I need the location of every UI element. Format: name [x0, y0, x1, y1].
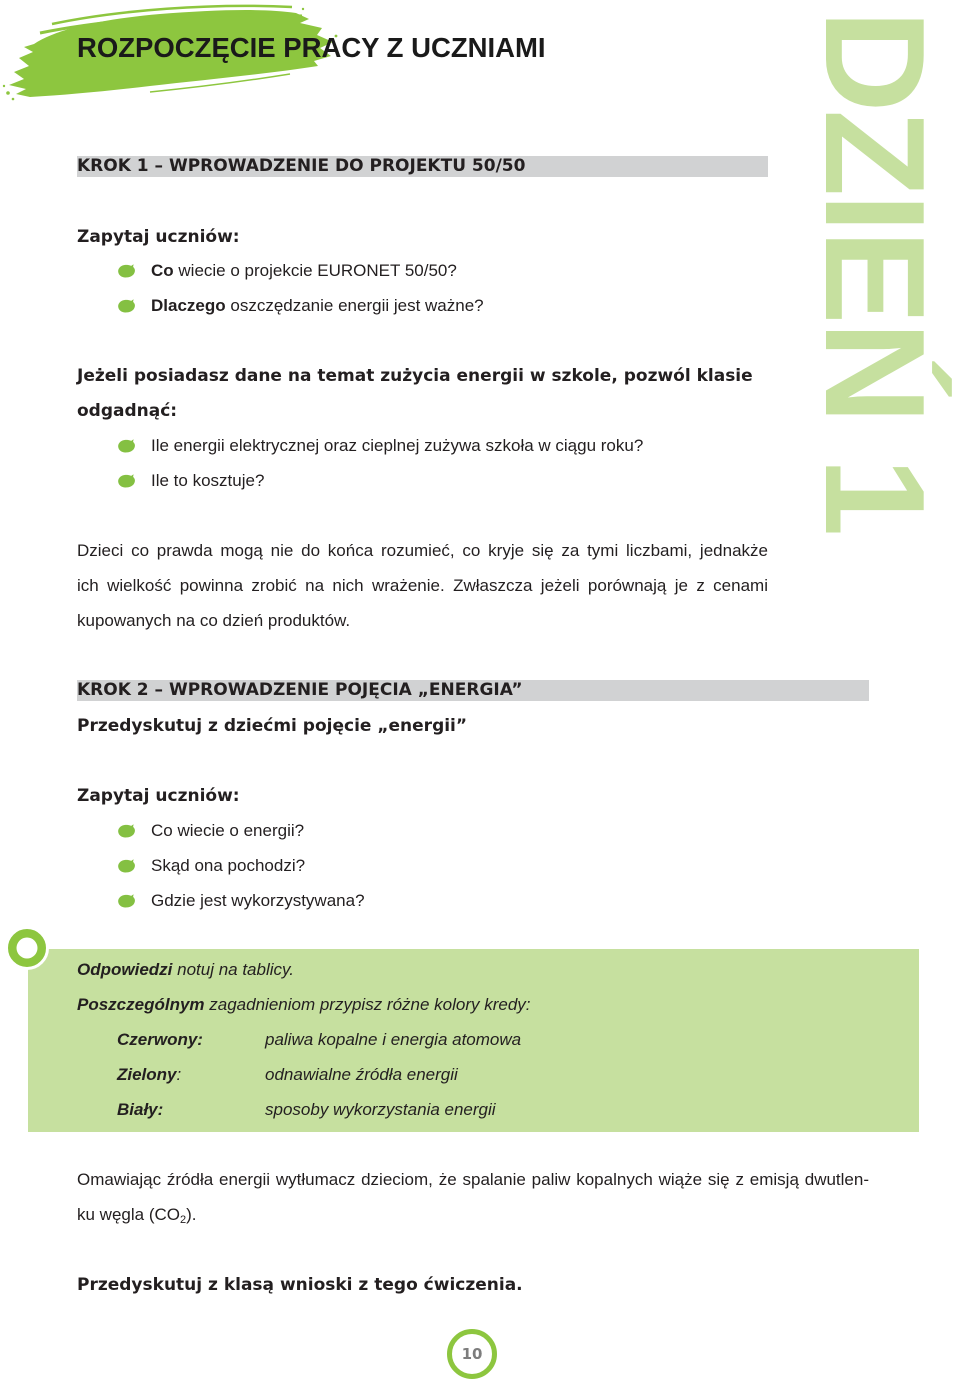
- list-item: Co wiecie o energii?: [151, 821, 305, 840]
- note-paragraph-line: Dzieci co prawda mogą nie do końca rozumieć, co kryje się za tymi liczbami, jednakże: [77, 541, 768, 560]
- list-item: [151, 296, 484, 316]
- chalk-color-label-white: Biały:: [117, 1100, 164, 1119]
- bullet-icon: [116, 858, 136, 874]
- step-1-ask-label: Zapytaj uczniów:: [77, 227, 240, 247]
- chalk-color-label-colon: :: [176, 1065, 182, 1084]
- chalk-color-meaning-green: odnawialne źródła energii: [265, 1065, 458, 1084]
- bullet-icon: [116, 438, 136, 454]
- page-title: ROZPOCZĘCIE PRACY Z UCZNIAMI: [77, 32, 546, 63]
- conclusion-heading: Przedyskutuj z klasą wnioski z tego ćwiczenia.: [77, 1275, 523, 1295]
- list-item-lead: Dlaczego: [151, 296, 226, 315]
- step-2-heading-bar: [77, 680, 869, 701]
- explanation-line: [77, 1205, 197, 1225]
- list-item: Skąd ona pochodzi?: [151, 856, 306, 875]
- tip-answers-lead: Odpowiedzi: [77, 960, 173, 979]
- bullet-icon: [116, 263, 136, 279]
- tip-answers-text: notuj na tablicy.: [172, 960, 294, 979]
- note-paragraph-line: ich wielkość powinna zrobić na nich wrażenie. Zwłaszcza jeżeli porównają je z cenami: [77, 576, 768, 595]
- tip-assign-line: [77, 995, 531, 1015]
- explanation-end: ).: [186, 1205, 197, 1224]
- step-2-subheading: Przedyskutuj z dziećmi pojęcie „energii”: [77, 716, 468, 736]
- list-item-text: oszczędzanie energii jest ważne?: [225, 296, 484, 315]
- guess-intro-line: odgadnąć:: [77, 401, 178, 421]
- list-item-lead: Co: [151, 261, 174, 280]
- list-item: Ile to kosztuje?: [151, 471, 265, 490]
- explanation-line: Omawiając źródła energii wytłumacz dzieciom, że spalanie paliw kopalnych wiąże się z emisją dwutlen-: [77, 1170, 869, 1189]
- bullet-icon: [116, 473, 136, 489]
- chalk-color-meaning-white: sposoby wykorzystania energii: [265, 1100, 496, 1119]
- step-1-heading-bar: [77, 156, 768, 177]
- bullet-icon: [116, 298, 136, 314]
- tip-assign-lead: Poszczególnym: [77, 995, 205, 1014]
- guess-intro-line: Jeżeli posiadasz dane na temat zużycia energii w szkole, pozwól klasie: [77, 366, 753, 386]
- chalk-color-label-red: Czerwony:: [117, 1030, 203, 1049]
- day-label: DZIEŃ 1: [795, 10, 954, 534]
- note-paragraph-line: kupowanych na co dzień produktów.: [77, 611, 351, 630]
- list-item: Gdzie jest wykorzystywana?: [151, 891, 365, 910]
- explanation-text: ku węgla (CO: [77, 1205, 180, 1224]
- page-number: 10: [461, 1345, 483, 1363]
- step-2-ask-label: Zapytaj uczniów:: [77, 786, 240, 806]
- circle-marker-icon: [2, 923, 52, 973]
- list-item: [151, 261, 457, 281]
- tip-assign-text: zagadnieniom przypisz różne kolory kredy:: [204, 995, 531, 1014]
- chalk-color-label-green-row: [117, 1065, 181, 1085]
- step-2-heading: KROK 2 – WPROWADZENIE POJĘCIA „ENERGIA”: [77, 680, 523, 700]
- bullet-icon: [116, 893, 136, 909]
- chalk-color-meaning-red: paliwa kopalne i energia atomowa: [265, 1030, 522, 1049]
- tip-answers-line: [77, 960, 294, 980]
- bullet-icon: [116, 823, 136, 839]
- list-item-text: wiecie o projekcie EURONET 50/50?: [173, 261, 457, 280]
- list-item: Ile energii elektrycznej oraz cieplnej zużywa szkoła w ciągu roku?: [151, 436, 644, 455]
- co2-subscript: 2: [179, 1214, 187, 1226]
- step-1-heading: KROK 1 – WPROWADZENIE DO PROJEKTU 50/50: [77, 156, 526, 176]
- chalk-color-label-green: Zielony: [117, 1065, 177, 1084]
